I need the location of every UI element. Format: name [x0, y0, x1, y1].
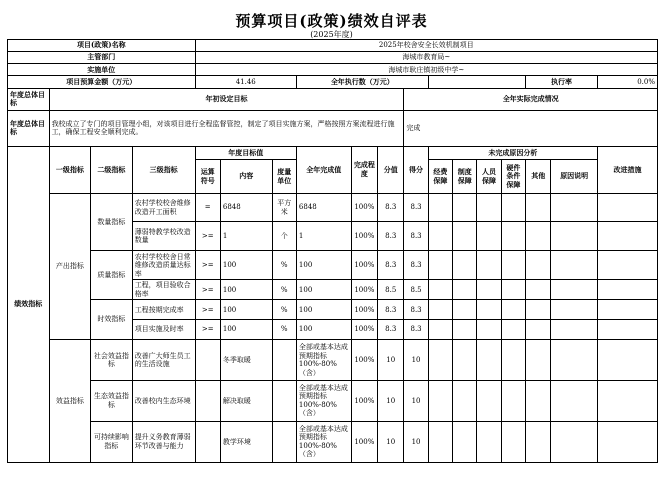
- indicator-row: [8, 421, 658, 462]
- completion-cell: 100%: [351, 193, 377, 222]
- operator-cell: [195, 421, 220, 462]
- score-cell: 10: [404, 421, 428, 462]
- score-cell: 8.5: [404, 280, 428, 300]
- empty-cell: [501, 251, 525, 280]
- goals-content-row: [8, 110, 658, 146]
- measure-unit-cell: %: [272, 280, 296, 300]
- empty-cell: [428, 251, 452, 280]
- empty-cell: [526, 421, 551, 462]
- empty-cell: [453, 300, 477, 320]
- report-year: (2025年度): [310, 30, 353, 39]
- empty-cell: [526, 381, 551, 422]
- measure-unit-cell: %: [272, 251, 296, 280]
- empty-cell: [551, 421, 598, 462]
- empty-cell: [551, 300, 598, 320]
- full-score-cell: 8.3: [378, 193, 404, 222]
- empty-cell: [526, 193, 551, 222]
- indicator-row: [8, 251, 658, 280]
- empty-cell: [551, 251, 598, 280]
- empty-cell: [428, 381, 452, 422]
- measure-unit-cell: 平方米: [272, 193, 296, 222]
- header-level1: 一级指标: [49, 147, 91, 193]
- exec-value: [428, 76, 525, 88]
- budget-value: 41.46: [195, 76, 296, 88]
- empty-cell: [477, 320, 501, 340]
- rate-value: 0.0%: [598, 76, 658, 88]
- empty-cell: [551, 320, 598, 340]
- initial-goal-text: 我校成立了专门的项目管理小组，对该项目进行全程监督管控，制定了项目实施方案，严格按照方案流程进行施工，确保工程安全顺利完成。: [49, 110, 404, 146]
- header-score: 得分: [404, 147, 428, 193]
- completion-cell: 100%: [351, 421, 377, 462]
- level1-indicator: 效益指标: [49, 340, 91, 463]
- score-cell: 8.3: [404, 320, 428, 340]
- empty-cell: [501, 421, 525, 462]
- budget-row: [8, 76, 658, 88]
- empty-cell: [453, 421, 477, 462]
- target-content-cell: 6848: [220, 193, 272, 222]
- empty-cell: [501, 340, 525, 381]
- level1-indicator: 产出指标: [49, 193, 91, 339]
- measure-unit-cell: [272, 340, 296, 381]
- level2-indicator: 社会效益指标: [91, 340, 133, 381]
- score-cell: 10: [404, 381, 428, 422]
- empty-cell: [453, 251, 477, 280]
- full-score-cell: 8.3: [378, 251, 404, 280]
- level3-indicator: 工程按期完成率: [132, 300, 195, 320]
- score-cell: 8.3: [404, 222, 428, 251]
- empty-cell: [453, 222, 477, 251]
- annual-value-cell: 1: [296, 222, 351, 251]
- full-score-cell: 8.3: [378, 320, 404, 340]
- empty-cell: [453, 193, 477, 222]
- empty-cell: [477, 222, 501, 251]
- empty-cell: [428, 320, 452, 340]
- empty-cell: [453, 381, 477, 422]
- empty-cell: [551, 193, 598, 222]
- empty-cell: [598, 222, 658, 251]
- empty-cell: [598, 251, 658, 280]
- empty-cell: [598, 421, 658, 462]
- empty-cell: [551, 381, 598, 422]
- empty-cell: [453, 320, 477, 340]
- completion-cell: 100%: [351, 381, 377, 422]
- target-content-cell: 1: [220, 222, 272, 251]
- operator-cell: >=: [195, 222, 220, 251]
- level3-indicator: 改善广大师生员工的生活设施: [132, 340, 195, 381]
- operator-cell: >=: [195, 251, 220, 280]
- target-content-cell: 100: [220, 251, 272, 280]
- header-reason-desc: 原因说明: [551, 160, 598, 193]
- exec-label: 全年执行数（万元）: [296, 76, 428, 88]
- level2-indicator: 可持续影响指标: [91, 421, 133, 462]
- level3-indicator: 农村学校校舍日常维修改造质量达标率: [132, 251, 195, 280]
- empty-cell: [598, 381, 658, 422]
- header-reason-group: 未完成原因分析: [428, 147, 597, 160]
- full-score-cell: 10: [378, 421, 404, 462]
- empty-cell: [453, 280, 477, 300]
- goals-header-row: [8, 88, 658, 110]
- empty-cell: [551, 222, 598, 251]
- empty-cell: [501, 280, 525, 300]
- overall-goal-label-2: 年度总体目标: [8, 110, 50, 146]
- level3-indicator: 项目实施及时率: [132, 320, 195, 340]
- full-score-cell: 10: [378, 340, 404, 381]
- project-name-label: 项目(政策)名称: [8, 40, 196, 52]
- completion-cell: 100%: [351, 251, 377, 280]
- operator-cell: [195, 340, 220, 381]
- annual-value-cell: 100: [296, 251, 351, 280]
- indicator-row: [8, 193, 658, 222]
- target-content-cell: 100: [220, 320, 272, 340]
- empty-cell: [501, 300, 525, 320]
- rate-label: 执行率: [526, 76, 598, 88]
- empty-cell: [501, 381, 525, 422]
- measure-unit-cell: [272, 421, 296, 462]
- score-cell: 10: [404, 340, 428, 381]
- empty-cell: [526, 320, 551, 340]
- initial-goal-header: 年初设定目标: [49, 88, 404, 110]
- target-content-cell: 教学环境: [220, 421, 272, 462]
- empty-cell: [428, 421, 452, 462]
- empty-cell: [428, 280, 452, 300]
- score-cell: 8.3: [404, 251, 428, 280]
- level2-indicator: 生态效益指标: [91, 381, 133, 422]
- annual-value-cell: 100: [296, 320, 351, 340]
- empty-cell: [477, 193, 501, 222]
- dept-row: [8, 52, 658, 64]
- empty-cell: [501, 193, 525, 222]
- empty-cell: [526, 300, 551, 320]
- empty-cell: [551, 280, 598, 300]
- empty-cell: [501, 222, 525, 251]
- empty-cell: [526, 340, 551, 381]
- indicator-row: [8, 340, 658, 381]
- dept-label: 主管部门: [8, 52, 196, 64]
- target-content-cell: 100: [220, 280, 272, 300]
- score-cell: 8.3: [404, 193, 428, 222]
- budget-label: 项目预算金额（万元）: [8, 76, 196, 88]
- unit-value: 海城市耿庄镇初级中学~: [195, 64, 657, 76]
- actual-goal-text: 完成: [404, 110, 658, 146]
- empty-cell: [526, 251, 551, 280]
- completion-cell: 100%: [351, 340, 377, 381]
- full-score-cell: 8.5: [378, 280, 404, 300]
- header-target-group: 年度目标值: [195, 147, 296, 160]
- header-reason-staff: 人员保障: [477, 160, 501, 193]
- indicator-row: [8, 300, 658, 320]
- target-content-cell: 解决取暖: [220, 381, 272, 422]
- performance-indicator-label: 绩效指标: [8, 147, 50, 463]
- empty-cell: [477, 340, 501, 381]
- annual-value-cell: 6848: [296, 193, 351, 222]
- header-row-1: [8, 147, 658, 160]
- completion-cell: 100%: [351, 280, 377, 300]
- operator-cell: =: [195, 193, 220, 222]
- empty-cell: [477, 280, 501, 300]
- empty-cell: [598, 280, 658, 300]
- header-reason-system: 制度保障: [453, 160, 477, 193]
- header-annual: 全年完成值: [296, 147, 351, 193]
- target-content-cell: 冬季取暖: [220, 340, 272, 381]
- empty-cell: [598, 340, 658, 381]
- empty-cell: [428, 193, 452, 222]
- level2-indicator: 时效指标: [91, 300, 133, 340]
- full-score-cell: 8.3: [378, 222, 404, 251]
- performance-table: [7, 39, 658, 463]
- empty-cell: [477, 300, 501, 320]
- overall-goal-label: 年度总体目标: [8, 88, 50, 110]
- level3-indicator: 提升义务教育薄弱环节改善与能力: [132, 421, 195, 462]
- measure-unit-cell: 个: [272, 222, 296, 251]
- measure-unit-cell: %: [272, 300, 296, 320]
- empty-cell: [477, 381, 501, 422]
- header-level3: 三级指标: [132, 147, 195, 193]
- annual-value-cell: 100: [296, 300, 351, 320]
- empty-cell: [501, 320, 525, 340]
- unit-label: 实施单位: [8, 64, 196, 76]
- empty-cell: [477, 421, 501, 462]
- level2-indicator: 数量指标: [91, 193, 133, 251]
- header-measures: 改进措施: [598, 147, 658, 193]
- annual-value-cell: 全部或基本达成预期指标100%-80%（含）: [296, 421, 351, 462]
- completion-cell: 100%: [351, 300, 377, 320]
- report-title: 预算项目(政策)绩效自评表: [235, 12, 428, 30]
- empty-cell: [551, 340, 598, 381]
- operator-cell: >=: [195, 280, 220, 300]
- indicator-row: [8, 381, 658, 422]
- empty-cell: [526, 280, 551, 300]
- measure-unit-cell: [272, 381, 296, 422]
- level3-indicator: 工程，项目验收合格率: [132, 280, 195, 300]
- actual-goal-header: 全年实际完成情况: [404, 88, 658, 110]
- measure-unit-cell: %: [272, 320, 296, 340]
- empty-cell: [428, 300, 452, 320]
- empty-cell: [453, 340, 477, 381]
- empty-cell: [598, 320, 658, 340]
- annual-value-cell: 全部或基本达成预期指标100%-80%（含）: [296, 381, 351, 422]
- completion-cell: 100%: [351, 320, 377, 340]
- level3-indicator: 农村学校校舍维修改造开工面积: [132, 193, 195, 222]
- header-level2: 二级指标: [91, 147, 133, 193]
- header-reason-funding: 经费保障: [428, 160, 452, 193]
- header-unit: 度量单位: [272, 160, 296, 193]
- level3-indicator: 薄弱特教学校改造数量: [132, 222, 195, 251]
- full-score-cell: 8.3: [378, 300, 404, 320]
- annual-value-cell: 100: [296, 280, 351, 300]
- empty-cell: [598, 300, 658, 320]
- project-name-value: 2025年校舍安全长效机制项目: [195, 40, 657, 52]
- empty-cell: [428, 222, 452, 251]
- header-op: 运算符号: [195, 160, 220, 193]
- level3-indicator: 改善校内生态环境: [132, 381, 195, 422]
- header-completion: 完成程度: [351, 147, 377, 193]
- completion-cell: 100%: [351, 222, 377, 251]
- target-content-cell: 100: [220, 300, 272, 320]
- header-reason-other: 其他: [526, 160, 551, 193]
- dept-value: 海城市教育局~: [195, 52, 657, 64]
- operator-cell: >=: [195, 320, 220, 340]
- score-cell: 8.3: [404, 300, 428, 320]
- annual-value-cell: 全部或基本达成预期指标100%-80%（含）: [296, 340, 351, 381]
- operator-cell: [195, 381, 220, 422]
- header-content: 内容: [220, 160, 272, 193]
- level2-indicator: 质量指标: [91, 251, 133, 300]
- project-name-row: [8, 40, 658, 52]
- empty-cell: [598, 193, 658, 222]
- operator-cell: >=: [195, 300, 220, 320]
- empty-cell: [526, 222, 551, 251]
- header-score-full: 分值: [378, 147, 404, 193]
- empty-cell: [477, 251, 501, 280]
- empty-cell: [428, 340, 452, 381]
- full-score-cell: 10: [378, 381, 404, 422]
- header-reason-hardware: 硬件条件保障: [501, 160, 525, 193]
- unit-row: [8, 64, 658, 76]
